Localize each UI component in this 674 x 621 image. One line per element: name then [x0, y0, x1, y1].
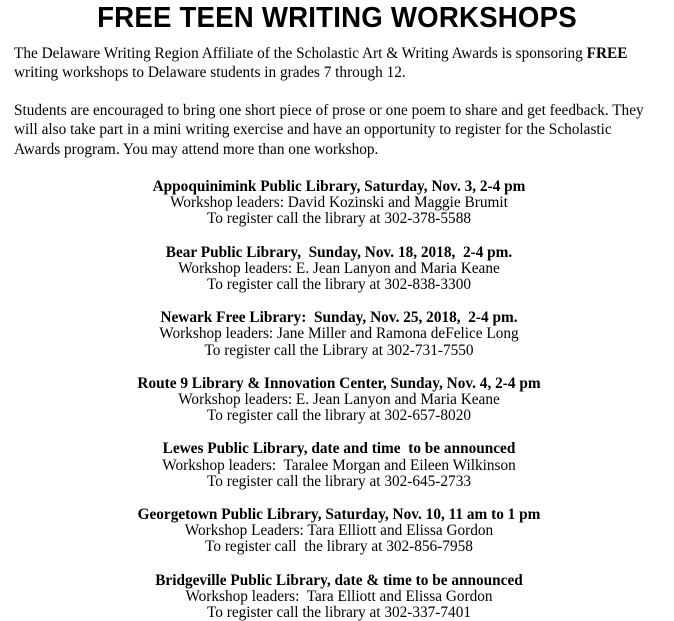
workshop-entry	[2, 293, 674, 359]
workshop-register-info: To register call the library at 302-856-7958	[205, 538, 473, 556]
workshop-leaders: Workshop leaders: David Kozinski and Maggie Brumit	[170, 194, 508, 212]
workshop-venue: Bridgeville Public Library, date & time to be announced	[155, 571, 523, 589]
workshop-register-info: To register call the library at 302-337-7401	[207, 604, 471, 621]
workshop-venue: Bear Public Library, Sunday, Nov. 18, 2018, 2-4 pm.	[165, 243, 513, 261]
workshop-register-info: To register call the library at 302-645-2733	[207, 472, 471, 490]
workshop-leaders: Workshop leaders: Jane Miller and Ramona deFelice Long	[159, 325, 519, 343]
workshop-entry	[2, 556, 674, 621]
intro-free-emphasis: FREE	[586, 44, 628, 62]
workshop-leaders: Workshop leaders: E. Jean Lanyon and Maria Keane	[178, 259, 500, 277]
workshop-venue: Newark Free Library: Sunday, Nov. 25, 2018, 2-4 pm.	[160, 309, 518, 327]
workshop-leaders: Workshop leaders: E. Jean Lanyon and Maria Keane	[178, 391, 500, 409]
intro-paragraph-1-part-b: writing workshops to Delaware students in grades 7 through 12.	[14, 63, 406, 81]
workshop-register-info: To register call the library at 302-838-3300	[207, 276, 471, 293]
workshop-leaders: Workshop leaders: Taralee Morgan and Eileen Wilkinson	[162, 456, 516, 474]
workshop-entry	[2, 490, 674, 556]
workshop-venue: Lewes Public Library, date and time to be announced	[162, 440, 516, 458]
workshop-venue: Appoquinimink Public Library, Saturday, Nov. 3, 2-4 pm	[152, 177, 526, 195]
workshop-leaders: Workshop leaders: Tara Elliott and Elissa Gordon	[185, 587, 493, 605]
workshop-entry	[2, 359, 674, 425]
intro-paragraph-1	[14, 33, 660, 83]
workshop-entry	[2, 424, 674, 490]
workshop-venue: Georgetown Public Library, Saturday, Nov. 10, 11 am to 1 pm	[137, 506, 541, 524]
intro-section	[0, 33, 674, 159]
workshop-list	[2, 159, 674, 621]
page-title: FREE TEEN WRITING WORKSHOPS	[97, 2, 577, 34]
workshop-venue: Route 9 Library & Innovation Center, Sunday, Nov. 4, 2-4 pm	[137, 374, 541, 392]
intro-paragraph-2: Students are encouraged to bring one short piece of prose or one poem to share and get feedback. They will also take part in a mini writing exercise and have an opportunity to register for the Scholastic Awards program. You may attend more than one workshop.	[14, 102, 644, 158]
workshop-register-info: To register call the Library at 302-731-7550	[204, 341, 474, 359]
workshop-entry	[2, 159, 674, 228]
workshop-entry	[2, 228, 674, 294]
workshop-register-info: To register call the library at 302-657-8020	[207, 407, 471, 425]
intro-paragraph-1-part-a: The Delaware Writing Region Affiliate of the Scholastic Art & Writing Awards is sponsoring	[14, 44, 587, 62]
workshop-register-info: To register call the library at 302-378-5588	[207, 210, 471, 228]
workshop-leaders: Workshop Leaders: Tara Elliott and Elissa Gordon	[184, 522, 494, 540]
